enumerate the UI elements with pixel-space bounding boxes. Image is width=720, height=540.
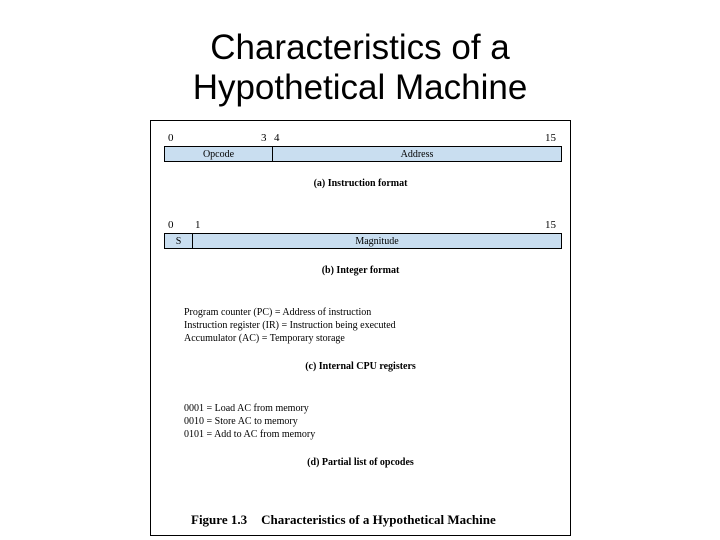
- bit-label-15: 15: [545, 132, 556, 144]
- instruction-format-caption: (a) Instruction format: [313, 178, 408, 189]
- opcode-line: 0101 = Add to AC from memory: [184, 429, 316, 440]
- bit-label-0: 0: [168, 132, 174, 144]
- bit-label-1: 1: [195, 219, 201, 231]
- registers-caption: (c) Internal CPU registers: [305, 361, 416, 372]
- bit-label-4: 4: [274, 132, 280, 144]
- slide-title: [0, 28, 720, 108]
- opcode-line: 0010 = Store AC to memory: [184, 416, 298, 427]
- slide-title-line-1: Characteristics of a: [210, 28, 510, 67]
- bit-label-15: 15: [545, 219, 556, 231]
- opcodes-caption: (d) Partial list of opcodes: [307, 457, 414, 468]
- bit-label-3: 3: [261, 132, 267, 144]
- integer-format-bar: [164, 233, 562, 249]
- address-field: Address: [272, 147, 561, 161]
- register-line: Instruction register (IR) = Instruction being executed: [184, 320, 396, 331]
- magnitude-field: Magnitude: [192, 234, 561, 248]
- slide-title-line-2: Hypothetical Machine: [192, 68, 528, 107]
- opcode-field: Opcode: [202, 149, 235, 160]
- register-line: Accumulator (AC) = Temporary storage: [184, 333, 345, 344]
- bit-label-0: 0: [168, 219, 174, 231]
- figure-caption-text: Characteristics of a Hypothetical Machine: [261, 512, 496, 527]
- figure-caption: [191, 512, 496, 528]
- register-list: [184, 306, 396, 345]
- opcode-list: [184, 402, 315, 441]
- integer-format-caption: (b) Integer format: [321, 265, 400, 276]
- register-line: Program counter (PC) = Address of instruction: [184, 307, 372, 318]
- opcode-line: 0001 = Load AC from memory: [184, 403, 309, 414]
- instruction-format-bar: [164, 146, 562, 162]
- figure-image: [150, 120, 571, 536]
- figure-label: Figure 1.3: [191, 512, 248, 527]
- sign-field: S: [175, 236, 182, 247]
